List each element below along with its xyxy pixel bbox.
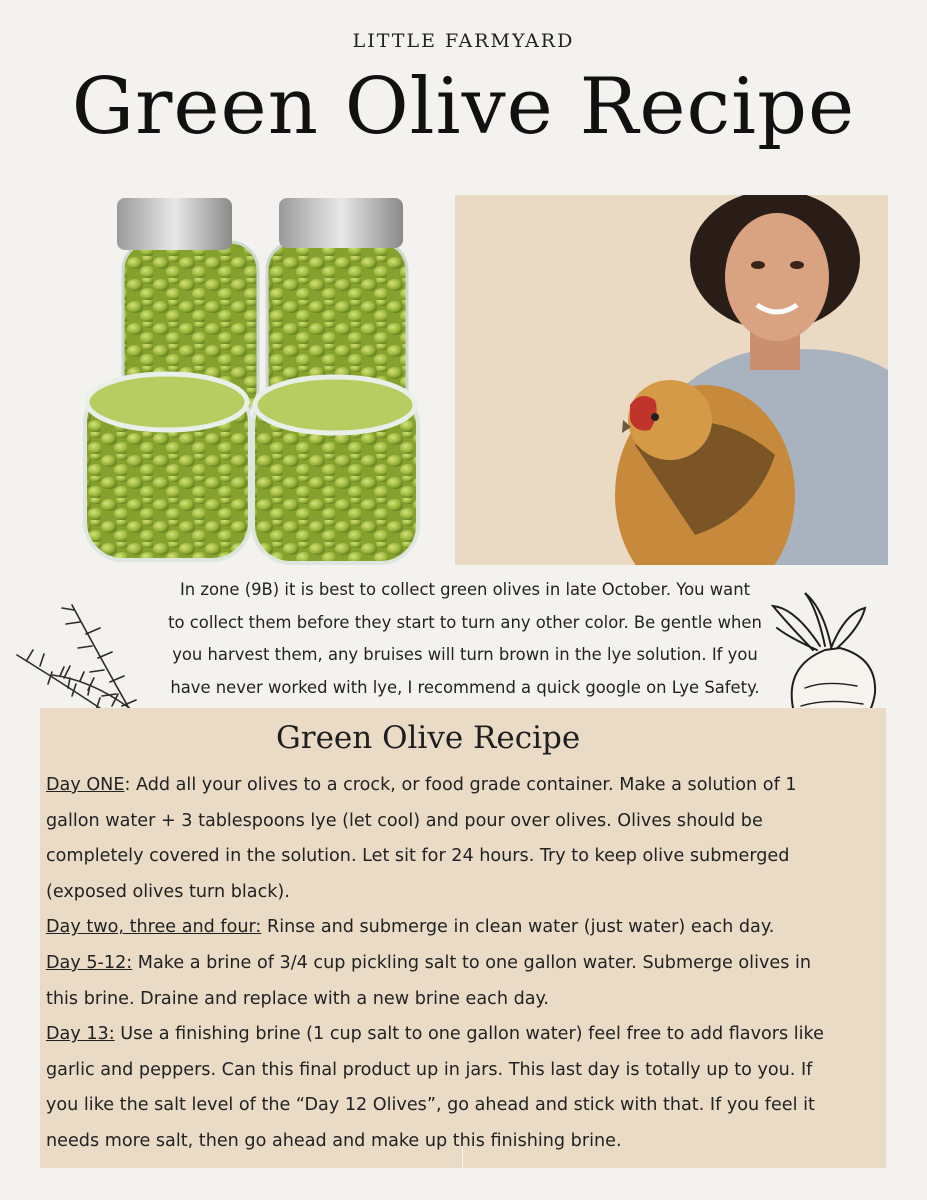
step-text: Add all your olives to a crock, or food grade container. Make a solution of 1 [136,775,797,795]
intro-line: In zone (9B) it is best to collect green olives in late October. You want [179,580,751,599]
step-text: gallon water + 3 tablespoons lye (let cool) and pour over olives. Olives should be [46,810,763,831]
page-title: Green Olive Recipe [71,62,856,152]
intro-line: to collect them before they start to turn any other color. Be gentle when [168,612,762,632]
step-day-one [46,768,878,910]
portrait-photo [455,195,888,565]
step-label: Day two, three and four: [46,917,262,938]
step-days-two-three-four [46,910,878,946]
step-day-13 [46,1017,878,1159]
intro-paragraph [150,574,780,704]
step-text: (exposed olives turn black). [46,881,290,902]
step-text: Make a brine of 3/4 cup pickling salt to one gallon water. Submerge olives in [137,952,811,973]
step-text: Use a finishing brine (1 cup salt to one gallon water) feel free to add flavors like [120,1024,824,1045]
step-label: Day ONE [46,775,125,795]
step-text: Rinse and submerge in clean water (just water) each day. [266,917,775,938]
intro-line: you harvest them, any bruises will turn brown in the lye solution. If you [172,645,758,664]
olive-jars-image [75,190,435,570]
step-text: completely covered in the solution. Let sit for 24 hours. Try to keep olive submerged [46,846,790,867]
intro-line: have never worked with lye, I recommend a quick google on Lye Safety. [170,677,760,697]
step-text: needs more salt, then go ahead and make up this finishing brine. [46,1130,622,1151]
step-days-5-12 [46,946,878,1017]
brand-name: LITTLE FARMYARD [352,30,575,52]
step-text: garlic and peppers. Can this final product up in jars. This last day is totally up to you. If [46,1059,813,1080]
recipe-steps [46,768,878,1160]
step-label: Day 5-12: [46,952,133,973]
step-text: this brine. Draine and replace with a new brine each day. [46,988,550,1009]
step-separator: : [124,775,136,795]
recipe-heading: Green Olive Recipe [276,720,581,756]
woman-with-hen-image [455,195,888,565]
step-text: you like the salt level of the “Day 12 Olives”, go ahead and stick with that. If you feel it [46,1095,815,1116]
step-label: Day 13: [46,1024,115,1045]
